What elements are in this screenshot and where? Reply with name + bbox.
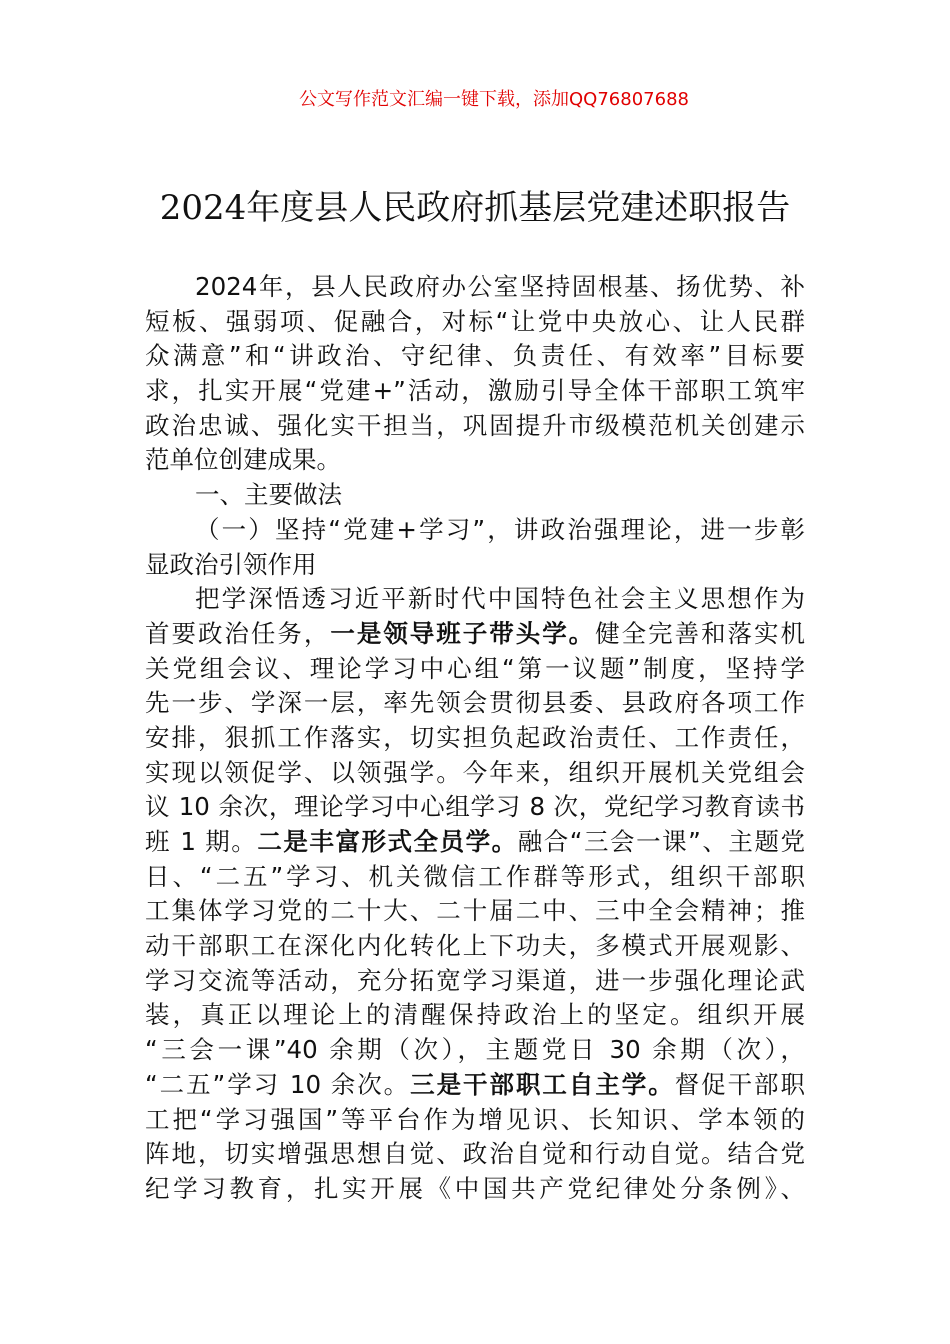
text-segment: “二五”学习 10 余次。 <box>145 1069 411 1099</box>
text-line <box>145 339 805 374</box>
text-line <box>145 860 805 895</box>
text-segment: 融合“三会一课”、主题党 <box>517 827 805 856</box>
bold-heading-text: 一是领导班子带头学。 <box>330 618 596 648</box>
text-segment: 显政治引领作用 <box>145 549 317 579</box>
text-line <box>145 686 805 721</box>
text-segment: 阵地，切实增强思想自觉、政治自觉和行动自觉。结合党 <box>145 1139 805 1169</box>
text-line <box>145 652 805 687</box>
text-line <box>145 964 805 999</box>
text-line <box>145 409 805 444</box>
text-line <box>145 929 805 964</box>
text-line <box>145 582 805 617</box>
text-segment: “三会一课”40 余期（次），主题党日 30 余期（次）， <box>145 1035 805 1065</box>
bold-heading-text: 三是干部职工自主学。 <box>410 1069 675 1099</box>
text-line <box>145 1068 805 1103</box>
text-line <box>145 894 805 929</box>
text-line <box>145 548 805 583</box>
text-line <box>145 756 805 791</box>
text-segment: 2024年，县人民政府办公室坚持固根基、扬优势、补 <box>195 272 805 301</box>
text-segment: 日、“二五”学习、机关微信工作群等形式，组织干部职 <box>145 861 805 891</box>
text-segment: 班 1 期。 <box>145 827 258 856</box>
text-segment: 首要政治任务， <box>145 618 331 648</box>
text-segment: 纪学习教育，扎实开展《中国共产党纪律处分条例》、 <box>145 1173 805 1203</box>
document-title: 2024年度县人民政府抓基层党建述职报告 <box>159 188 791 228</box>
text-segment: 工集体学习党的二十大、二十届二中、三中全会精神；推 <box>145 896 805 926</box>
text-segment: 关党组会议、理论学习中心组“第一议题”制度，坚持学 <box>145 653 805 683</box>
text-segment: 议 10 余次，理论学习中心组学习 8 次，党纪学习教育读书 <box>145 792 805 822</box>
text-line <box>145 1103 805 1138</box>
text-line <box>145 513 805 548</box>
bold-heading-text: 二是丰富形式全员学。 <box>257 827 518 856</box>
text-line <box>145 790 805 825</box>
text-line <box>145 617 805 652</box>
text-segment: 工把“学习强国”等平台作为增见识、长知识、学本领的 <box>145 1104 805 1134</box>
text-segment: 一、主要做法 <box>195 480 342 510</box>
text-segment: 动干部职工在深化内化转化上下功夫，多模式开展观影、 <box>145 931 805 961</box>
text-line <box>145 1172 805 1207</box>
text-segment: 短板、强弱项、促融合，对标“让党中央放心、让人民群 <box>145 306 805 336</box>
text-line <box>145 998 805 1033</box>
text-segment: 健全完善和落实机 <box>595 618 806 648</box>
text-line <box>145 270 805 305</box>
document-body <box>145 270 805 1207</box>
text-line <box>145 478 805 513</box>
text-segment: 政治忠诚、强化实干担当，巩固提升市级模范机关创建示 <box>145 410 805 440</box>
text-segment: 督促干部职 <box>674 1069 806 1099</box>
text-segment: 装，真正以理论上的清醒保持政治上的坚定。组织开展 <box>145 1000 805 1030</box>
download-banner: 公文写作范文汇编一键下载，添加QQ76807688 <box>299 89 689 110</box>
text-segment: （一）坚持“党建+学习”，讲政治强理论，进一步彰 <box>195 514 805 544</box>
text-segment: 先一步、学深一层，率先领会贯彻县委、县政府各项工作 <box>145 688 805 718</box>
text-segment: 安排，狠抓工作落实，切实担负起政治责任、工作责任， <box>145 722 805 752</box>
text-segment: 求，扎实开展“党建+”活动，激励引导全体干部职工筑牢 <box>145 376 805 406</box>
text-segment: 学习交流等活动，充分拓宽学习渠道，进一步强化理论武 <box>145 965 805 995</box>
text-line <box>145 374 805 409</box>
text-line <box>145 443 805 478</box>
text-line <box>145 1137 805 1172</box>
text-segment: 把学深悟透习近平新时代中国特色社会主义思想作为 <box>195 584 805 614</box>
text-segment: 范单位创建成果。 <box>145 445 341 475</box>
text-line <box>145 1033 805 1068</box>
text-line <box>145 305 805 340</box>
text-segment: 众满意”和“讲政治、守纪律、负责任、有效率”目标要 <box>145 341 805 371</box>
text-segment: 实现以领促学、以领强学。今年来，组织开展机关党组会 <box>145 757 805 787</box>
text-line <box>145 825 805 860</box>
text-line <box>145 721 805 756</box>
